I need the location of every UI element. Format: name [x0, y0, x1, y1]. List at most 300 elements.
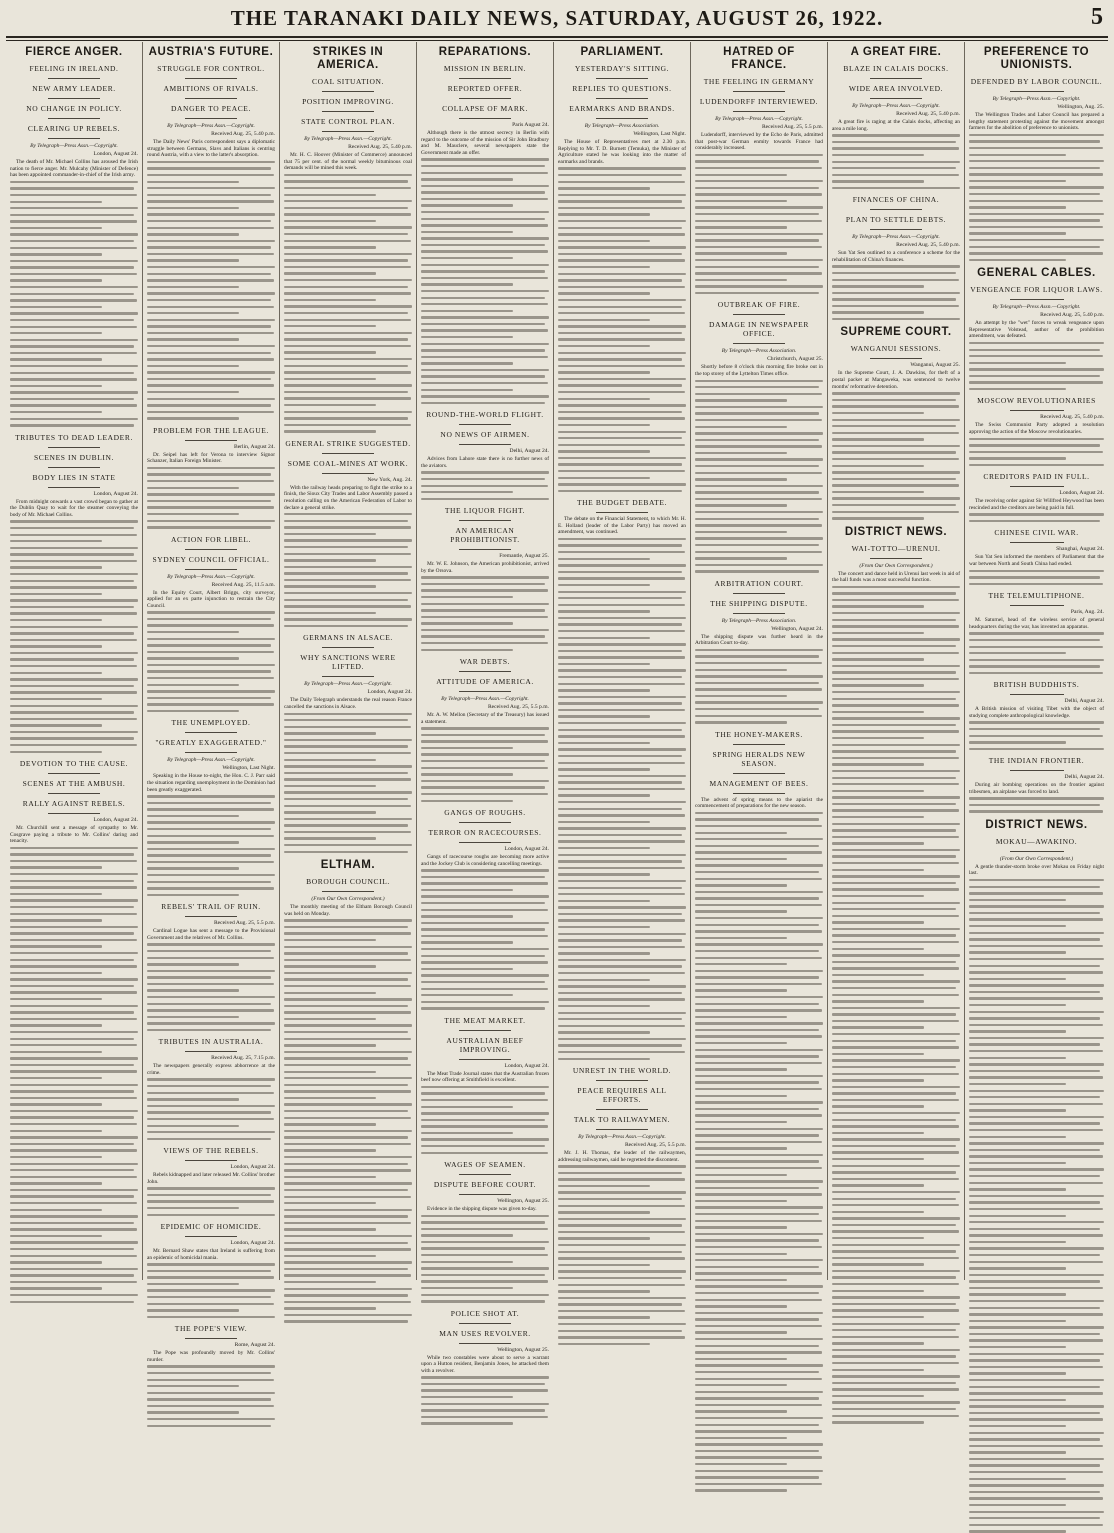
text-line — [10, 247, 137, 249]
text-line — [284, 919, 412, 921]
text-line — [695, 160, 819, 162]
text-line — [284, 1301, 411, 1303]
article-paragraph: The advent of spring means to the apiarist the commencement of preparations for the new season. — [695, 796, 823, 810]
text-line — [147, 279, 274, 281]
text-line — [695, 1476, 819, 1478]
text-line — [695, 1371, 819, 1373]
text-line — [695, 897, 819, 899]
text-line — [695, 246, 822, 248]
text-line — [147, 161, 275, 163]
text-line — [832, 1362, 959, 1364]
text-line — [695, 1226, 787, 1228]
text-line — [147, 1365, 275, 1367]
article-subhead: ATTITUDE OF AMERICA. — [436, 676, 534, 686]
text-line — [832, 974, 924, 976]
text-line — [10, 959, 134, 961]
article-dateline: Received Aug. 25, 5.5 p.m. — [761, 124, 823, 130]
text-line — [969, 200, 1103, 202]
text-line — [832, 961, 956, 963]
text-line — [695, 1463, 787, 1465]
text-line — [558, 597, 682, 599]
text-line — [10, 945, 102, 947]
text-line — [284, 305, 412, 307]
text-line — [421, 1234, 513, 1236]
text-line — [284, 625, 408, 627]
text-line — [695, 239, 819, 241]
text-line — [558, 1025, 685, 1027]
text-line — [421, 882, 548, 884]
text-line — [558, 477, 650, 479]
illegible-body-text — [969, 797, 1104, 813]
text-line — [421, 402, 545, 404]
article-subhead: GENERAL STRIKE SUGGESTED. — [285, 438, 411, 448]
text-line — [832, 691, 960, 693]
article-subhead: STATE CONTROL PLAN. — [301, 117, 395, 126]
text-line — [10, 880, 134, 882]
text-line — [695, 818, 819, 820]
text-line — [832, 684, 924, 686]
text-line — [10, 220, 137, 222]
text-line — [832, 678, 959, 680]
text-line — [695, 858, 787, 860]
text-line — [969, 213, 1104, 215]
text-line — [832, 141, 956, 143]
text-line — [284, 851, 408, 853]
text-line — [695, 1285, 823, 1287]
text-line — [695, 432, 823, 434]
text-line — [969, 1478, 1066, 1480]
text-line — [10, 312, 138, 314]
text-line — [558, 1058, 650, 1060]
article — [969, 819, 1104, 1533]
text-line — [695, 1299, 822, 1301]
text-line — [832, 1290, 924, 1292]
text-line — [695, 1483, 822, 1485]
article-dateline: Berlin, August 24. — [233, 443, 275, 450]
text-line — [832, 632, 924, 634]
text-line — [558, 417, 685, 419]
article-subhead: MISSION IN BERLIN. — [443, 64, 527, 73]
subhead-rule — [48, 98, 99, 99]
text-line — [147, 703, 274, 705]
text-line — [421, 270, 545, 272]
text-line — [558, 702, 682, 704]
text-line — [10, 1084, 138, 1086]
article-subhead: BLAZE IN CALAIS DOCKS. — [843, 64, 949, 73]
text-line — [695, 1068, 787, 1070]
text-line — [832, 167, 956, 169]
text-line — [695, 1378, 822, 1380]
text-line — [421, 336, 513, 338]
text-line — [10, 1018, 137, 1020]
text-line — [969, 1050, 1103, 1052]
text-line — [832, 895, 924, 897]
text-line — [147, 1303, 274, 1305]
subhead-rule — [870, 558, 921, 559]
text-line — [10, 1209, 102, 1211]
text-line — [421, 603, 549, 605]
text-line — [558, 959, 686, 961]
text-line — [147, 473, 271, 475]
text-line — [969, 632, 1104, 634]
article — [284, 859, 412, 1323]
text-line — [832, 1244, 960, 1246]
text-line — [147, 404, 271, 406]
article-subhead: PEACE REQUIRES ALL EFFORTS. — [577, 1085, 667, 1104]
article-subhead: COAL SITUATION. — [311, 77, 385, 86]
text-line — [695, 1081, 819, 1083]
text-line — [147, 1276, 274, 1278]
text-line — [147, 325, 271, 327]
text-line — [695, 452, 787, 454]
text-line — [969, 1188, 1066, 1190]
text-line — [969, 140, 1100, 142]
text-line — [147, 1316, 275, 1318]
text-line — [558, 788, 685, 790]
text-line — [558, 992, 682, 994]
text-line — [10, 181, 138, 183]
text-line — [558, 1185, 650, 1187]
article — [969, 591, 1104, 674]
article-dateline: Received Aug. 25, 5.5 p.m. — [487, 703, 549, 710]
text-line — [558, 1038, 686, 1040]
text-line — [558, 972, 685, 974]
text-line — [147, 520, 275, 522]
article-subhead: LUDENDORFF INTERVIEWED. — [699, 97, 819, 106]
text-line — [421, 800, 513, 802]
article — [421, 46, 549, 404]
text-line — [832, 941, 959, 943]
text-line — [832, 511, 959, 513]
text-line — [284, 378, 376, 380]
subhead-rule — [185, 732, 236, 733]
text-line — [10, 378, 137, 380]
illegible-body-text — [832, 392, 960, 519]
column-5 — [554, 42, 691, 1280]
text-line — [695, 285, 823, 287]
article-paragraph: Mr. W. E. Johnson, the American prohibitionist, arrived by the Orsova. — [421, 561, 549, 574]
text-line — [695, 1147, 787, 1149]
article-subhead: SPRING HERALDS NEW SEASON. — [712, 749, 806, 768]
text-line — [695, 989, 787, 991]
text-line — [558, 1330, 682, 1332]
text-line — [284, 837, 376, 839]
article-paragraph: During air bombing operations on the frontier against tribesmen, an airplane was forced to land. — [969, 782, 1104, 795]
masthead-rule — [6, 36, 1108, 41]
text-line — [10, 1195, 134, 1197]
text-line — [10, 998, 102, 1000]
illegible-body-text — [10, 520, 138, 753]
text-line — [147, 1372, 271, 1374]
text-line — [147, 266, 275, 268]
subhead-rule — [596, 1080, 647, 1081]
text-line — [832, 671, 956, 673]
text-line — [969, 1175, 1100, 1177]
text-line — [284, 1077, 412, 1079]
text-line — [558, 424, 650, 426]
article-subhead: THE MEAT MARKET. — [444, 1015, 526, 1025]
text-line — [147, 259, 239, 261]
text-line — [558, 827, 686, 829]
article-byline: By Telegraph—Press Association. — [584, 123, 660, 129]
article-subhead: POLICE SHOT AT. — [450, 1308, 520, 1318]
text-line — [10, 886, 137, 888]
article-subhead: STRUGGLE FOR CONTROL. — [157, 64, 265, 73]
text-line — [695, 557, 787, 559]
text-line — [832, 1079, 924, 1081]
text-line — [969, 1168, 1104, 1170]
text-line — [147, 989, 239, 991]
text-line — [558, 676, 682, 678]
text-line — [284, 946, 412, 948]
text-line — [284, 338, 408, 340]
text-line — [421, 1119, 545, 1121]
text-line — [10, 711, 134, 713]
text-line — [969, 1037, 1104, 1039]
text-line — [558, 1224, 682, 1226]
text-line — [832, 605, 924, 607]
text-line — [969, 1149, 1100, 1151]
text-line — [695, 715, 822, 717]
text-line — [421, 876, 545, 878]
article-dateline: London, August 24. — [93, 490, 138, 497]
text-line — [10, 847, 138, 849]
text-line — [147, 861, 274, 863]
article-paragraph: A British mission of visiting Tibet with the object of studying complete anthropological knowledge. — [969, 706, 1104, 719]
text-line — [284, 1228, 376, 1230]
text-line — [10, 201, 102, 203]
article — [10, 759, 138, 1303]
subhead-rule — [870, 209, 921, 210]
article — [969, 46, 1104, 261]
text-line — [147, 526, 271, 528]
text-line — [147, 697, 271, 699]
text-line — [284, 365, 408, 367]
text-line — [421, 767, 548, 769]
article-subhead: DEFENDED BY LABOR COUNCIL. — [970, 77, 1103, 86]
article-paragraph: The Meat Trade Journal states that the Australian frozen beef now offering at Smithfield is excellent. — [421, 1070, 549, 1084]
text-line — [695, 1351, 822, 1353]
text-line — [147, 506, 274, 508]
text-line — [695, 1213, 819, 1215]
text-line — [695, 904, 822, 906]
text-line — [695, 1253, 787, 1255]
text-line — [421, 244, 545, 246]
text-line — [832, 1375, 960, 1377]
text-line — [832, 1026, 924, 1028]
text-line — [147, 624, 274, 626]
text-line — [10, 1116, 134, 1118]
text-line — [558, 551, 685, 553]
article-paragraph: A great fire is raging at the Calais docks, affecting an area a mile long. — [832, 119, 960, 132]
text-line — [832, 980, 960, 982]
text-line — [832, 1237, 924, 1239]
subhead-rule — [459, 424, 510, 425]
article-dateline: Received Aug. 25, 5.40 p.m. — [1040, 312, 1104, 319]
text-line — [969, 1445, 1103, 1447]
text-line — [558, 919, 685, 921]
text-line — [558, 604, 685, 606]
text-line — [695, 1016, 787, 1018]
text-line — [558, 663, 650, 665]
text-line — [558, 946, 685, 948]
text-line — [695, 1292, 819, 1294]
text-line — [969, 1484, 1104, 1486]
text-line — [284, 1011, 411, 1013]
text-line — [695, 167, 822, 169]
text-line — [10, 1044, 137, 1046]
subhead-rule — [322, 473, 373, 474]
article — [558, 46, 686, 492]
text-line — [147, 240, 275, 242]
text-line — [695, 983, 822, 985]
article-byline: By Telegraph—Press Assn.—Copyright. — [852, 234, 940, 241]
text-line — [147, 1270, 271, 1272]
text-line — [147, 983, 274, 985]
text-line — [421, 1294, 549, 1296]
text-line — [558, 220, 686, 222]
article-subhead: WAR DEBTS. — [459, 656, 511, 666]
text-line — [969, 1228, 1100, 1230]
text-line — [284, 1044, 376, 1046]
text-line — [558, 292, 650, 294]
text-line — [10, 339, 138, 341]
text-line — [284, 739, 412, 741]
text-line — [832, 829, 956, 831]
text-line — [695, 1430, 822, 1432]
subhead-rule — [733, 111, 784, 112]
text-line — [10, 1268, 138, 1270]
article-paragraph: M. Saturnel, head of the wireless service of general headquarters during the war, has invented an apparatus. — [969, 617, 1104, 630]
text-line — [832, 147, 959, 149]
subhead-rule — [48, 813, 99, 814]
text-line — [10, 1169, 134, 1171]
text-line — [969, 735, 1103, 737]
article-subhead: MOSCOW REVOLUTIONARIES — [977, 396, 1096, 406]
article-subhead: THE POPE'S VIEW. — [174, 1324, 248, 1334]
text-line — [284, 1031, 408, 1033]
text-line — [284, 1123, 376, 1125]
text-line — [284, 824, 408, 826]
article-subhead: OUTBREAK OF FIRE. — [717, 300, 801, 310]
text-line — [558, 1310, 685, 1312]
subhead-rule — [459, 98, 510, 99]
text-line — [832, 816, 924, 818]
text-line — [832, 399, 956, 401]
text-line — [421, 257, 513, 259]
text-line — [695, 649, 823, 651]
text-line — [695, 1345, 819, 1347]
article-subhead: MOKAU—AWAKINO. — [995, 836, 1078, 846]
text-line — [832, 1007, 960, 1009]
text-line — [695, 279, 787, 281]
text-line — [969, 1070, 1100, 1072]
text-line — [284, 599, 408, 601]
text-line — [421, 498, 549, 500]
text-line — [421, 1300, 545, 1302]
text-line — [147, 881, 271, 883]
text-line — [284, 972, 412, 974]
text-line — [695, 491, 819, 493]
text-line — [147, 1309, 239, 1311]
text-line — [421, 596, 513, 598]
text-line — [147, 963, 239, 965]
illegible-body-text — [421, 158, 549, 404]
text-line — [10, 952, 138, 954]
text-line — [695, 1410, 787, 1412]
text-line — [832, 790, 924, 792]
article — [421, 808, 549, 1010]
text-line — [832, 1191, 960, 1193]
text-line — [284, 345, 411, 347]
article-byline: By Telegraph—Press Assn.—Copyright. — [992, 96, 1081, 102]
text-line — [832, 1059, 960, 1061]
text-line — [969, 1076, 1103, 1078]
article-paragraph: Mr. H. C. Hoover (Minister of Commerce) announced that 75 per cent. of the normal weekly bituminous coal demands will be mined this week. — [284, 152, 412, 172]
text-line — [969, 1043, 1100, 1045]
illegible-body-text — [421, 471, 549, 500]
text-line — [421, 1396, 513, 1398]
text-line — [695, 259, 823, 261]
text-line — [695, 1075, 823, 1077]
text-line — [421, 616, 548, 618]
text-line — [10, 418, 138, 420]
text-line — [147, 207, 239, 209]
article-subhead: ACTION FOR LIBEL. — [171, 534, 251, 544]
text-line — [10, 424, 134, 426]
subhead-rule — [459, 691, 510, 692]
text-line — [969, 1313, 1103, 1315]
text-line — [969, 1103, 1103, 1105]
text-line — [832, 967, 959, 969]
text-line — [558, 669, 686, 671]
text-line — [695, 511, 823, 513]
text-line — [969, 1497, 1103, 1499]
text-line — [10, 1189, 138, 1191]
text-line — [421, 1274, 545, 1276]
text-line — [832, 783, 959, 785]
text-line — [832, 908, 956, 910]
text-line — [284, 174, 412, 176]
text-line — [421, 395, 549, 397]
text-line — [695, 1200, 787, 1202]
text-line — [695, 1259, 823, 1261]
text-line — [558, 998, 685, 1000]
text-line — [284, 266, 411, 268]
text-line — [421, 922, 549, 924]
text-line — [695, 154, 823, 156]
text-line — [558, 623, 682, 625]
article-subhead: REPORTED OFFER. — [447, 84, 523, 93]
text-line — [284, 1018, 376, 1020]
text-line — [421, 928, 545, 930]
text-line — [421, 250, 548, 252]
text-line — [421, 191, 545, 193]
text-line — [284, 732, 376, 734]
text-line — [695, 213, 819, 215]
text-line — [147, 227, 274, 229]
text-line — [969, 438, 1104, 440]
text-line — [969, 1451, 1066, 1453]
article-dateline: Wellington, Aug. 25. — [1057, 104, 1104, 110]
text-line — [695, 976, 819, 978]
text-line — [421, 1001, 549, 1003]
text-line — [558, 352, 686, 354]
text-line — [10, 991, 137, 993]
text-line — [695, 1049, 823, 1051]
text-line — [695, 1128, 823, 1130]
article-subhead: SCENES IN DUBLIN. — [34, 452, 114, 462]
